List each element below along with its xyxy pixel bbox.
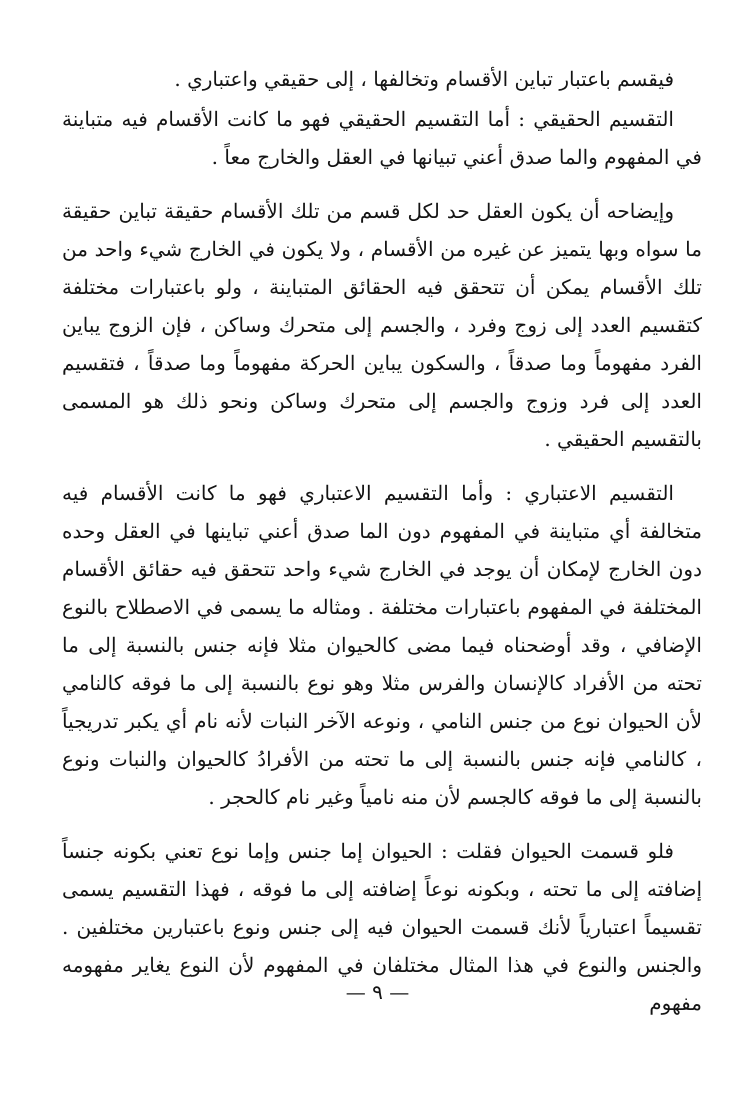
paragraph-intro: فيقسم باعتبار تباين الأقسام وتخالفها ، إلى حقيقي واعتباري . — [174, 67, 674, 91]
paragraph-explanation: وإيضاحه أن يكون العقل حد لكل قسم من تلك الأقسام حقيقة تباين حقيقة ما سواه وبها يتميز عن غيره من الأقسام ، ولا يكون في الخارج شيء واحد من تلك الأقسام يمكن أن تتحقق فيه الحقائق المتباينة ، ولو باعتبارات مختلفة كتقسيم العدد إلى زوج وفرد ، والجسم إلى متحرك وساكن ، فإن الزوج يباين الفرد مفهوماً وما صدقاً ، والسكون يباين الحركة مفهوماً وما صدقاً ، فتقسيم العدد إلى فرد وزوج والجسم إلى متحرك وساكن ونحو ذلك هو المسمى بالتقسيم الحقيقي . — [62, 199, 702, 451]
paragraph-animal-example: فلو قسمت الحيوان فقلت : الحيوان إما جنس وإما نوع تعني بكونه جنساً إضافته إلى ما تحته ، وبكونه نوعاً إضافته إلى ما فوقه ، فهذا التقسيم يسمى تقسيماً اعتبارياً لأنك قسمت الحيوان فيه إلى جنس ونوع باعتبارين مختلفين . والجنس والنوع في هذا المثال مختلفان في المفهوم لأن النوع يغاير مفهومه مفهوم — [62, 839, 702, 1015]
document-page — [62, 60, 702, 1022]
page-number: — ٩ — — [345, 980, 410, 1004]
paragraph-conceptual-division: التقسيم الاعتباري : وأما التقسيم الاعتباري فهو ما كانت الأقسام فيه متخالفة أي متباينة في المفهوم دون الما صدق أعني تباينها في العقل وحده دون الخارج لإمكان أن يوجد في الخارج شيء واحد تتحقق فيه حقائق الأقسام المختلفة في المفهوم باعتبارات مختلفة . ومثاله ما يسمى في الاصطلاح بالنوع الإضافي ، وقد أوضحناه فيما مضى كالحيوان مثلا فإنه جنس بالنسبة إلى ما تحته من الأفراد كالإنسان والفرس مثلا وهو نوع بالنسبة إلى ما فوقه كالنامي لأن الحيوان نوع من جنس النامي ، ونوعه الآخر النبات لأنه نام أي يكبر تدريجياً ، كالنامي فإنه جنس بالنسبة إلى ما تحته من الأفرادُ كالحيوان والنبات ونوع بالنسبة إلى ما فوقه كالجسم لأن منه نامياً وغير نام كالحجر . — [62, 481, 702, 809]
paragraph-real-division: التقسيم الحقيقي : أما التقسيم الحقيقي فهو ما كانت الأقسام فيه متباينة في المفهوم والما صدق أعني تبيانها في العقل والخارج معاً . — [62, 107, 702, 169]
